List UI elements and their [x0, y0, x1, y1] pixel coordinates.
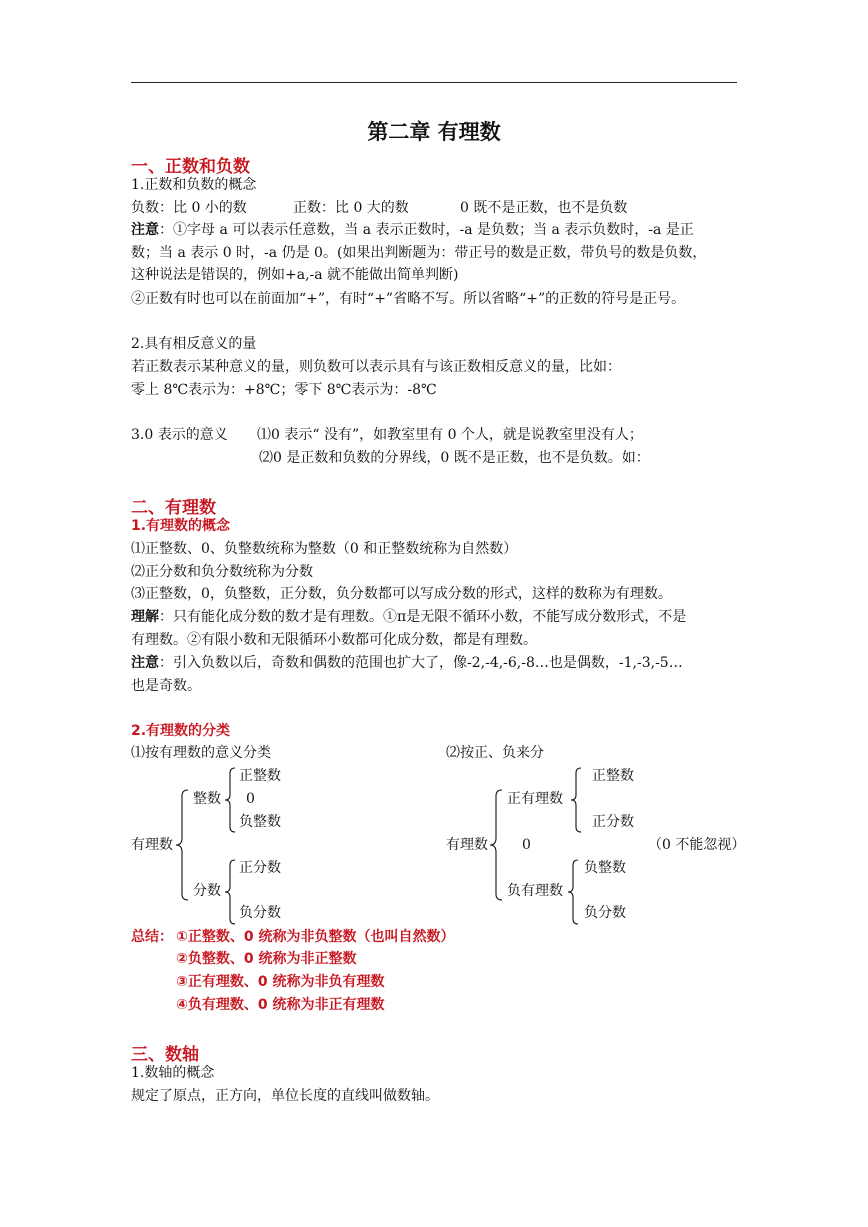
definition-positive: 正数：比 0 大的数: [293, 200, 409, 216]
subsection-title: 3.0 表示的意义: [131, 427, 228, 443]
paragraph: 若正数表示某种意义的量，则负数可以表示具有与该正数相反意义的量，比如：: [131, 359, 621, 375]
tree-leaf: 负整数: [239, 814, 281, 830]
header-rule: [131, 82, 737, 83]
tree-leaf: 正分数: [592, 814, 634, 830]
paragraph: ⑵正分数和负分数统称为分数: [131, 564, 313, 580]
brace-icon: [225, 768, 237, 834]
tree-leaf: 负分数: [239, 905, 281, 921]
chapter-title: 第二章 有理数: [367, 120, 501, 144]
tree-leaf: 正整数: [239, 768, 281, 784]
section-heading-1: 一、正数和负数: [131, 157, 250, 177]
paragraph: ⑴正整数、0、负整数统称为整数（0 和正整数统称为自然数）: [131, 541, 518, 557]
tree-remark: （0 不能忽视）: [648, 837, 746, 853]
understand-line: [131, 606, 686, 628]
summary-item: ①正整数、0 统称为非负整数（也叫自然数）: [176, 929, 455, 945]
note-text: ：①字母 a 可以表示任意数，当 a 表示正数时，-a 是负数；当 a 表示负数时，-a 是正: [159, 222, 694, 238]
note-line: 这种说法是错误的，例如+a,-a 就不能做出简单判断): [131, 267, 459, 283]
paragraph: ⑶正整数，0，负整数，正分数，负分数都可以写成分数的形式，这样的数称为有理数。: [131, 586, 672, 602]
subsection-title: 1.正数和负数的概念: [131, 177, 257, 193]
note-text: ：引入负数以后，奇数和偶数的范围也扩大了，像-2,-4,-6,-8…也是偶数，-1,-3,-5…: [159, 655, 683, 671]
tree-leaf: 正分数: [239, 860, 281, 876]
tree-node: 负有理数: [507, 883, 563, 899]
paragraph: 也是奇数。: [131, 678, 201, 694]
tree-leaf: 正整数: [592, 768, 634, 784]
note-line: 数；当 a 表示 0 时，-a 仍是 0。(如果出判断题为：带正号的数是正数，带负号的数是负数，: [131, 245, 707, 261]
section-heading-2: 二、有理数: [131, 498, 216, 518]
understand-label: 理解: [131, 609, 159, 625]
tree-leaf: 负分数: [584, 905, 626, 921]
note-line: ②正数有时也可以在前面加“+”，有时“+”省略不写。所以省略“+”的正数的符号是正号。: [131, 291, 686, 307]
tree-node: 正有理数: [507, 791, 563, 807]
brace-icon: [571, 768, 583, 834]
definition-negative: 负数：比 0 小的数: [131, 200, 247, 216]
subsection-title: 2.有理数的分类: [131, 723, 231, 739]
brace-icon: [176, 790, 190, 902]
tree-node: 分数: [193, 883, 221, 899]
note-line: [131, 219, 694, 241]
brace-icon: [490, 790, 504, 902]
tree-node: 整数: [193, 791, 221, 807]
paragraph: 规定了原点，正方向，单位长度的直线叫做数轴。: [131, 1088, 439, 1104]
understand-text: ：只有能化成分数的数才是有理数。①π是无限不循环小数，不能写成分数形式，不是: [159, 609, 687, 625]
tree-node: 有理数: [131, 837, 173, 853]
classification-caption: ⑴按有理数的意义分类: [131, 745, 271, 761]
paragraph: 零上 8℃表示为：+8℃；零下 8℃表示为：-8℃: [131, 382, 437, 398]
subsection-title: 1.有理数的概念: [131, 518, 231, 534]
paragraph: ⑴0 表示“ 没有”，如教室里有 0 个人，就是说教室里没有人；: [257, 427, 643, 443]
section-heading-3: 三、数轴: [131, 1045, 199, 1065]
subsection-title: 1.数轴的概念: [131, 1065, 215, 1081]
paragraph: ⑵0 是正数和负数的分界线，0 既不是正数，也不是负数。如：: [259, 450, 650, 466]
tree-node: 0: [522, 837, 531, 853]
tree-leaf: 0: [246, 791, 255, 807]
summary-label: 总结：: [131, 929, 173, 945]
definition-zero: 0 既不是正数，也不是负数: [460, 200, 628, 216]
brace-icon: [225, 860, 237, 926]
note-label: 注意: [131, 222, 159, 238]
note-label: 注意: [131, 655, 159, 671]
summary-item: ②负整数、0 统称为非正整数: [176, 951, 357, 967]
subsection-title: 2.具有相反意义的量: [131, 336, 257, 352]
tree-node: 有理数: [446, 837, 488, 853]
note-line: [131, 652, 683, 674]
summary-item: ④负有理数、0 统称为非正有理数: [176, 997, 385, 1013]
summary-item: ③正有理数、0 统称为非负有理数: [176, 974, 385, 990]
classification-caption: ⑵按正、负来分: [446, 745, 544, 761]
paragraph: 有理数。②有限小数和无限循环小数都可化成分数，都是有理数。: [131, 632, 537, 648]
tree-leaf: 负整数: [584, 860, 626, 876]
brace-icon: [568, 860, 580, 926]
